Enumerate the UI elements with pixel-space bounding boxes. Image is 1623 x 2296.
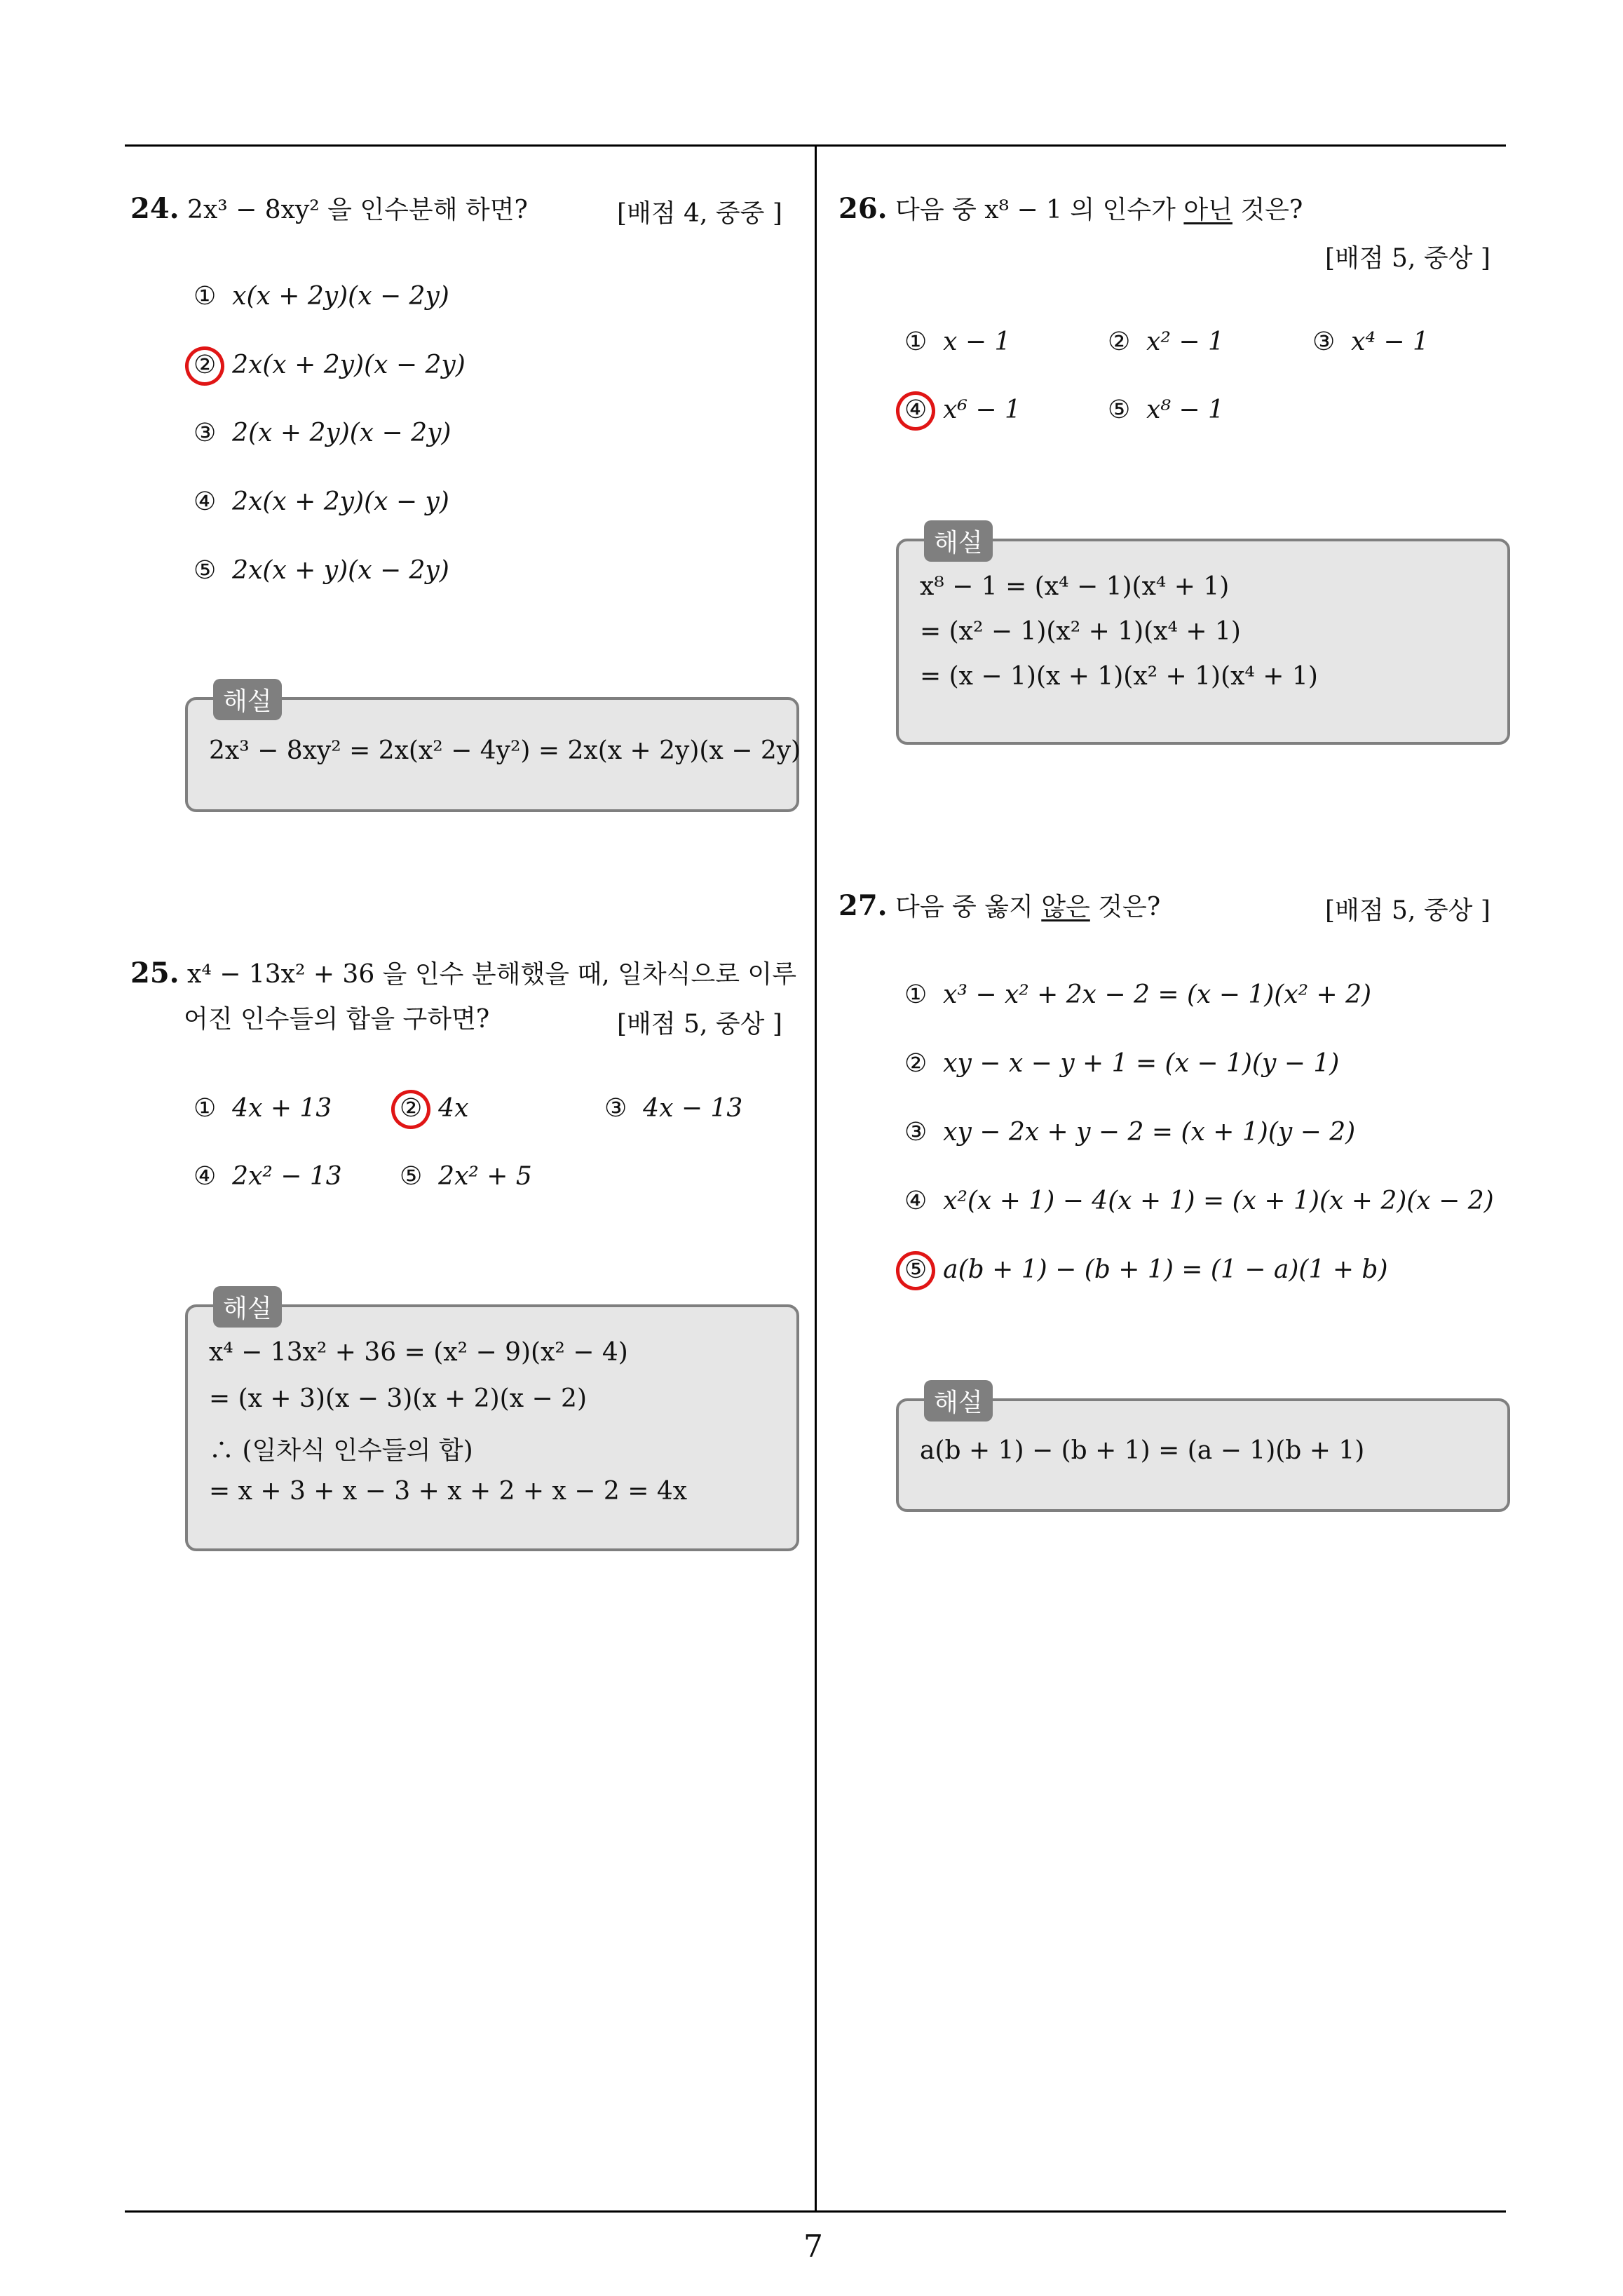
- option-3[interactable]: ③ x⁴ − 1: [1312, 327, 1429, 356]
- score-label: [배점 5, 중상 ]: [1325, 244, 1490, 273]
- option-2[interactable]: ② xy − x − y + 1 = (x − 1)(y − 1): [904, 1049, 1340, 1078]
- option-3[interactable]: ③ 4x − 13: [604, 1094, 743, 1123]
- question-number: 25.: [130, 957, 179, 990]
- option-2[interactable]: ② 2x(x + 2y)(x − 2y): [193, 351, 466, 379]
- question-26: 26. 다음 중 x⁸ − 1 의 인수가 아닌 것은?: [838, 192, 1303, 225]
- option-5[interactable]: ⑤ x⁸ − 1: [1108, 396, 1224, 424]
- option-4[interactable]: ④ 2x² − 13: [193, 1162, 342, 1191]
- solution-line: x⁴ − 13x² + 36 = (x² − 9)(x² − 4): [209, 1338, 628, 1367]
- solution-line: x⁸ − 1 = (x⁴ − 1)(x⁴ + 1): [920, 572, 1230, 601]
- answer-circle: [388, 1086, 434, 1133]
- solution-line: a(b + 1) − (b + 1) = (a − 1)(b + 1): [920, 1436, 1365, 1465]
- solution-box: [896, 1389, 1510, 1512]
- solution-label: 해설: [924, 1380, 993, 1422]
- solution-line: = (x − 1)(x + 1)(x² + 1)(x⁴ + 1): [920, 662, 1318, 691]
- question-number: 26.: [838, 192, 888, 225]
- question-text-line2: 어진 인수들의 합을 구하면?: [184, 1005, 490, 1034]
- solution-label: 해설: [924, 520, 993, 562]
- score-label: [배점 5, 중상 ]: [617, 1010, 782, 1039]
- answer-circle: [182, 343, 228, 389]
- column-divider: [815, 144, 817, 2212]
- question-25: [130, 951, 796, 997]
- option-4[interactable]: ④ 2x(x + 2y)(x − y): [193, 487, 449, 516]
- solution-label: 해설: [213, 1286, 282, 1328]
- solution-box: [896, 529, 1510, 745]
- page-number: 7: [803, 2229, 823, 2264]
- option-3[interactable]: ③ xy − 2x + y − 2 = (x + 1)(y − 2): [904, 1118, 1356, 1147]
- score-label: [배점 4, 중중 ]: [617, 199, 782, 228]
- option-3[interactable]: ③ 2(x + 2y)(x − 2y): [193, 419, 451, 447]
- solution-line: 2x³ − 8xy² = 2x(x² − 4y²) = 2x(x + 2y)(x − 2y): [209, 736, 801, 765]
- question-text: 2x³ − 8xy² 을 인수분해 하면?: [187, 196, 528, 224]
- option-2[interactable]: ② 4x: [400, 1094, 469, 1123]
- solution-box: [185, 687, 801, 812]
- underlined-word: 않은: [1041, 893, 1090, 921]
- option-1[interactable]: ① x(x + 2y)(x − 2y): [193, 282, 449, 311]
- option-4[interactable]: ④ x⁶ − 1: [904, 396, 1021, 424]
- question-text: 다음 중 옳지: [895, 893, 1042, 921]
- solution-label: 해설: [213, 679, 282, 720]
- option-1[interactable]: ① 4x + 13: [193, 1094, 332, 1123]
- bottom-rule: [125, 2210, 1506, 2213]
- solution-line: = (x + 3)(x − 3)(x + 2)(x − 2): [209, 1384, 587, 1413]
- option-5[interactable]: ⑤ a(b + 1) − (b + 1) = (1 − a)(1 + b): [904, 1255, 1388, 1284]
- question-27: 27. 다음 중 옳지 않은 것은?: [838, 889, 1161, 922]
- option-1[interactable]: ① x³ − x² + 2x − 2 = (x − 1)(x² + 2): [904, 980, 1372, 1009]
- question-24: [130, 187, 528, 233]
- underlined-word: 아닌: [1183, 196, 1232, 224]
- answer-circle: [892, 388, 939, 434]
- answer-circle: [892, 1248, 939, 1294]
- question-number: 27.: [838, 889, 888, 922]
- solution-box: [185, 1295, 799, 1551]
- solution-line: ∴ (일차식 인수들의 합): [209, 1436, 473, 1465]
- score-label: [배점 5, 중상 ]: [1325, 896, 1490, 925]
- question-text: x⁴ − 13x² + 36 을 인수 분해했을 때, 일차식으로 이루: [187, 960, 796, 989]
- option-1[interactable]: ① x − 1: [904, 327, 1011, 356]
- question-text: 다음 중 x⁸ − 1 의 인수가: [895, 196, 1184, 224]
- option-2[interactable]: ② x² − 1: [1108, 327, 1224, 356]
- option-5[interactable]: ⑤ 2x(x + y)(x − 2y): [193, 556, 449, 585]
- question-number: 24.: [130, 192, 179, 225]
- option-5[interactable]: ⑤ 2x² + 5: [400, 1162, 532, 1191]
- option-4[interactable]: ④ x²(x + 1) − 4(x + 1) = (x + 1)(x + 2)(x − 2): [904, 1187, 1494, 1215]
- solution-line: = x + 3 + x − 3 + x + 2 + x − 2 = 4x: [209, 1477, 688, 1506]
- solution-line: = (x² − 1)(x² + 1)(x⁴ + 1): [920, 617, 1241, 646]
